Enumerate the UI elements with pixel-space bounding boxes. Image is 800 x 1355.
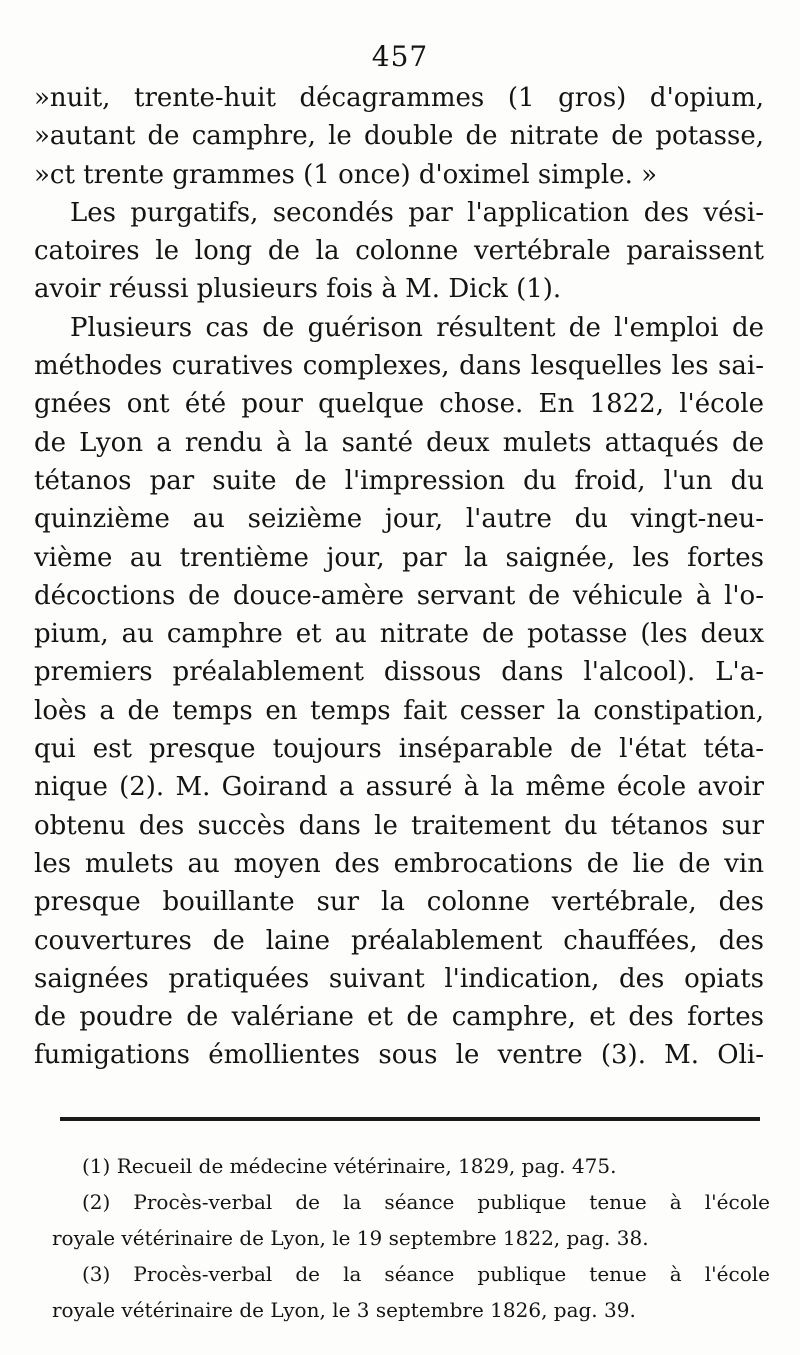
footnote-1: (1) Recueil de médecine vétérinaire, 1829, pag. 475. — [82, 1154, 617, 1178]
body-text — [34, 79, 764, 1075]
page-number: 457 — [371, 40, 429, 73]
text-line: pium, au camphre et au nitrate de potasse (les deux — [34, 619, 764, 650]
footnote-3: (3) Procès-verbal de la séance publique tenue à l'école — [82, 1262, 770, 1286]
text-line: Plusieurs cas de guérison résultent de l'emploi de — [70, 312, 764, 343]
text-line: avoir réussi plusieurs fois à M. Dick (1). — [34, 274, 562, 305]
text-line: fumigations émollientes sous le ventre (3). M. Oli- — [34, 1040, 764, 1071]
footnote-2-continuation: royale vétérinaire de Lyon, le 19 septembre 1822, pag. 38. — [52, 1226, 649, 1250]
text-line: premiers préalablement dissous dans l'alcool). L'a- — [34, 657, 764, 688]
text-line: gnées ont été pour quelque chose. En 1822, l'école — [34, 389, 764, 420]
text-line: Les purgatifs, secondés par l'application des vési- — [70, 197, 764, 228]
text-line: saignées pratiquées suivant l'indication, des opiats — [34, 963, 764, 994]
footnote-rule — [60, 1117, 760, 1121]
text-line: méthodes curatives complexes, dans lesquelles les sai- — [34, 351, 764, 382]
text-line: de poudre de valériane et de camphre, et des fortes — [34, 1002, 764, 1033]
footnotes — [52, 1148, 770, 1328]
text-line: presque bouillante sur la colonne vertébrale, des — [34, 887, 764, 918]
text-line: de Lyon a rendu à la santé deux mulets attaqués de — [34, 427, 764, 458]
text-line: catoires le long de la colonne vertébrale paraissent — [34, 236, 764, 267]
text-line: quinzième au seizième jour, l'autre du vingt-neu- — [34, 504, 764, 535]
text-line: loès a de temps en temps fait cesser la constipation, — [34, 695, 764, 726]
footnote-2: (2) Procès-verbal de la séance publique tenue à l'école — [82, 1190, 770, 1214]
text-line: obtenu des succès dans le traitement du tétanos sur — [34, 810, 764, 841]
text-line: nique (2). M. Goirand a assuré à la même école avoir — [34, 772, 764, 803]
text-line: décoctions de douce-amère servant de véhicule à l'o- — [34, 580, 764, 611]
text-line: tétanos par suite de l'impression du froid, l'un du — [34, 465, 764, 496]
text-line: »nuit, trente-huit décagrammes (1 gros) d'opium, — [34, 83, 764, 113]
text-line: »ct trente grammes (1 once) d'oximel simple. » — [34, 159, 658, 190]
text-line: les mulets au moyen des embrocations de lie de vin — [34, 848, 764, 879]
footnote-3-continuation: royale vétérinaire de Lyon, le 3 septembre 1826, pag. 39. — [52, 1298, 636, 1322]
text-line: couvertures de laine préalablement chauffées, des — [34, 925, 764, 956]
text-line: »autant de camphre, le double de nitrate de potasse, — [34, 121, 764, 152]
text-line: qui est presque toujours inséparable de l'état téta- — [34, 734, 764, 765]
text-line: vième au trentième jour, par la saignée, les fortes — [34, 542, 764, 573]
